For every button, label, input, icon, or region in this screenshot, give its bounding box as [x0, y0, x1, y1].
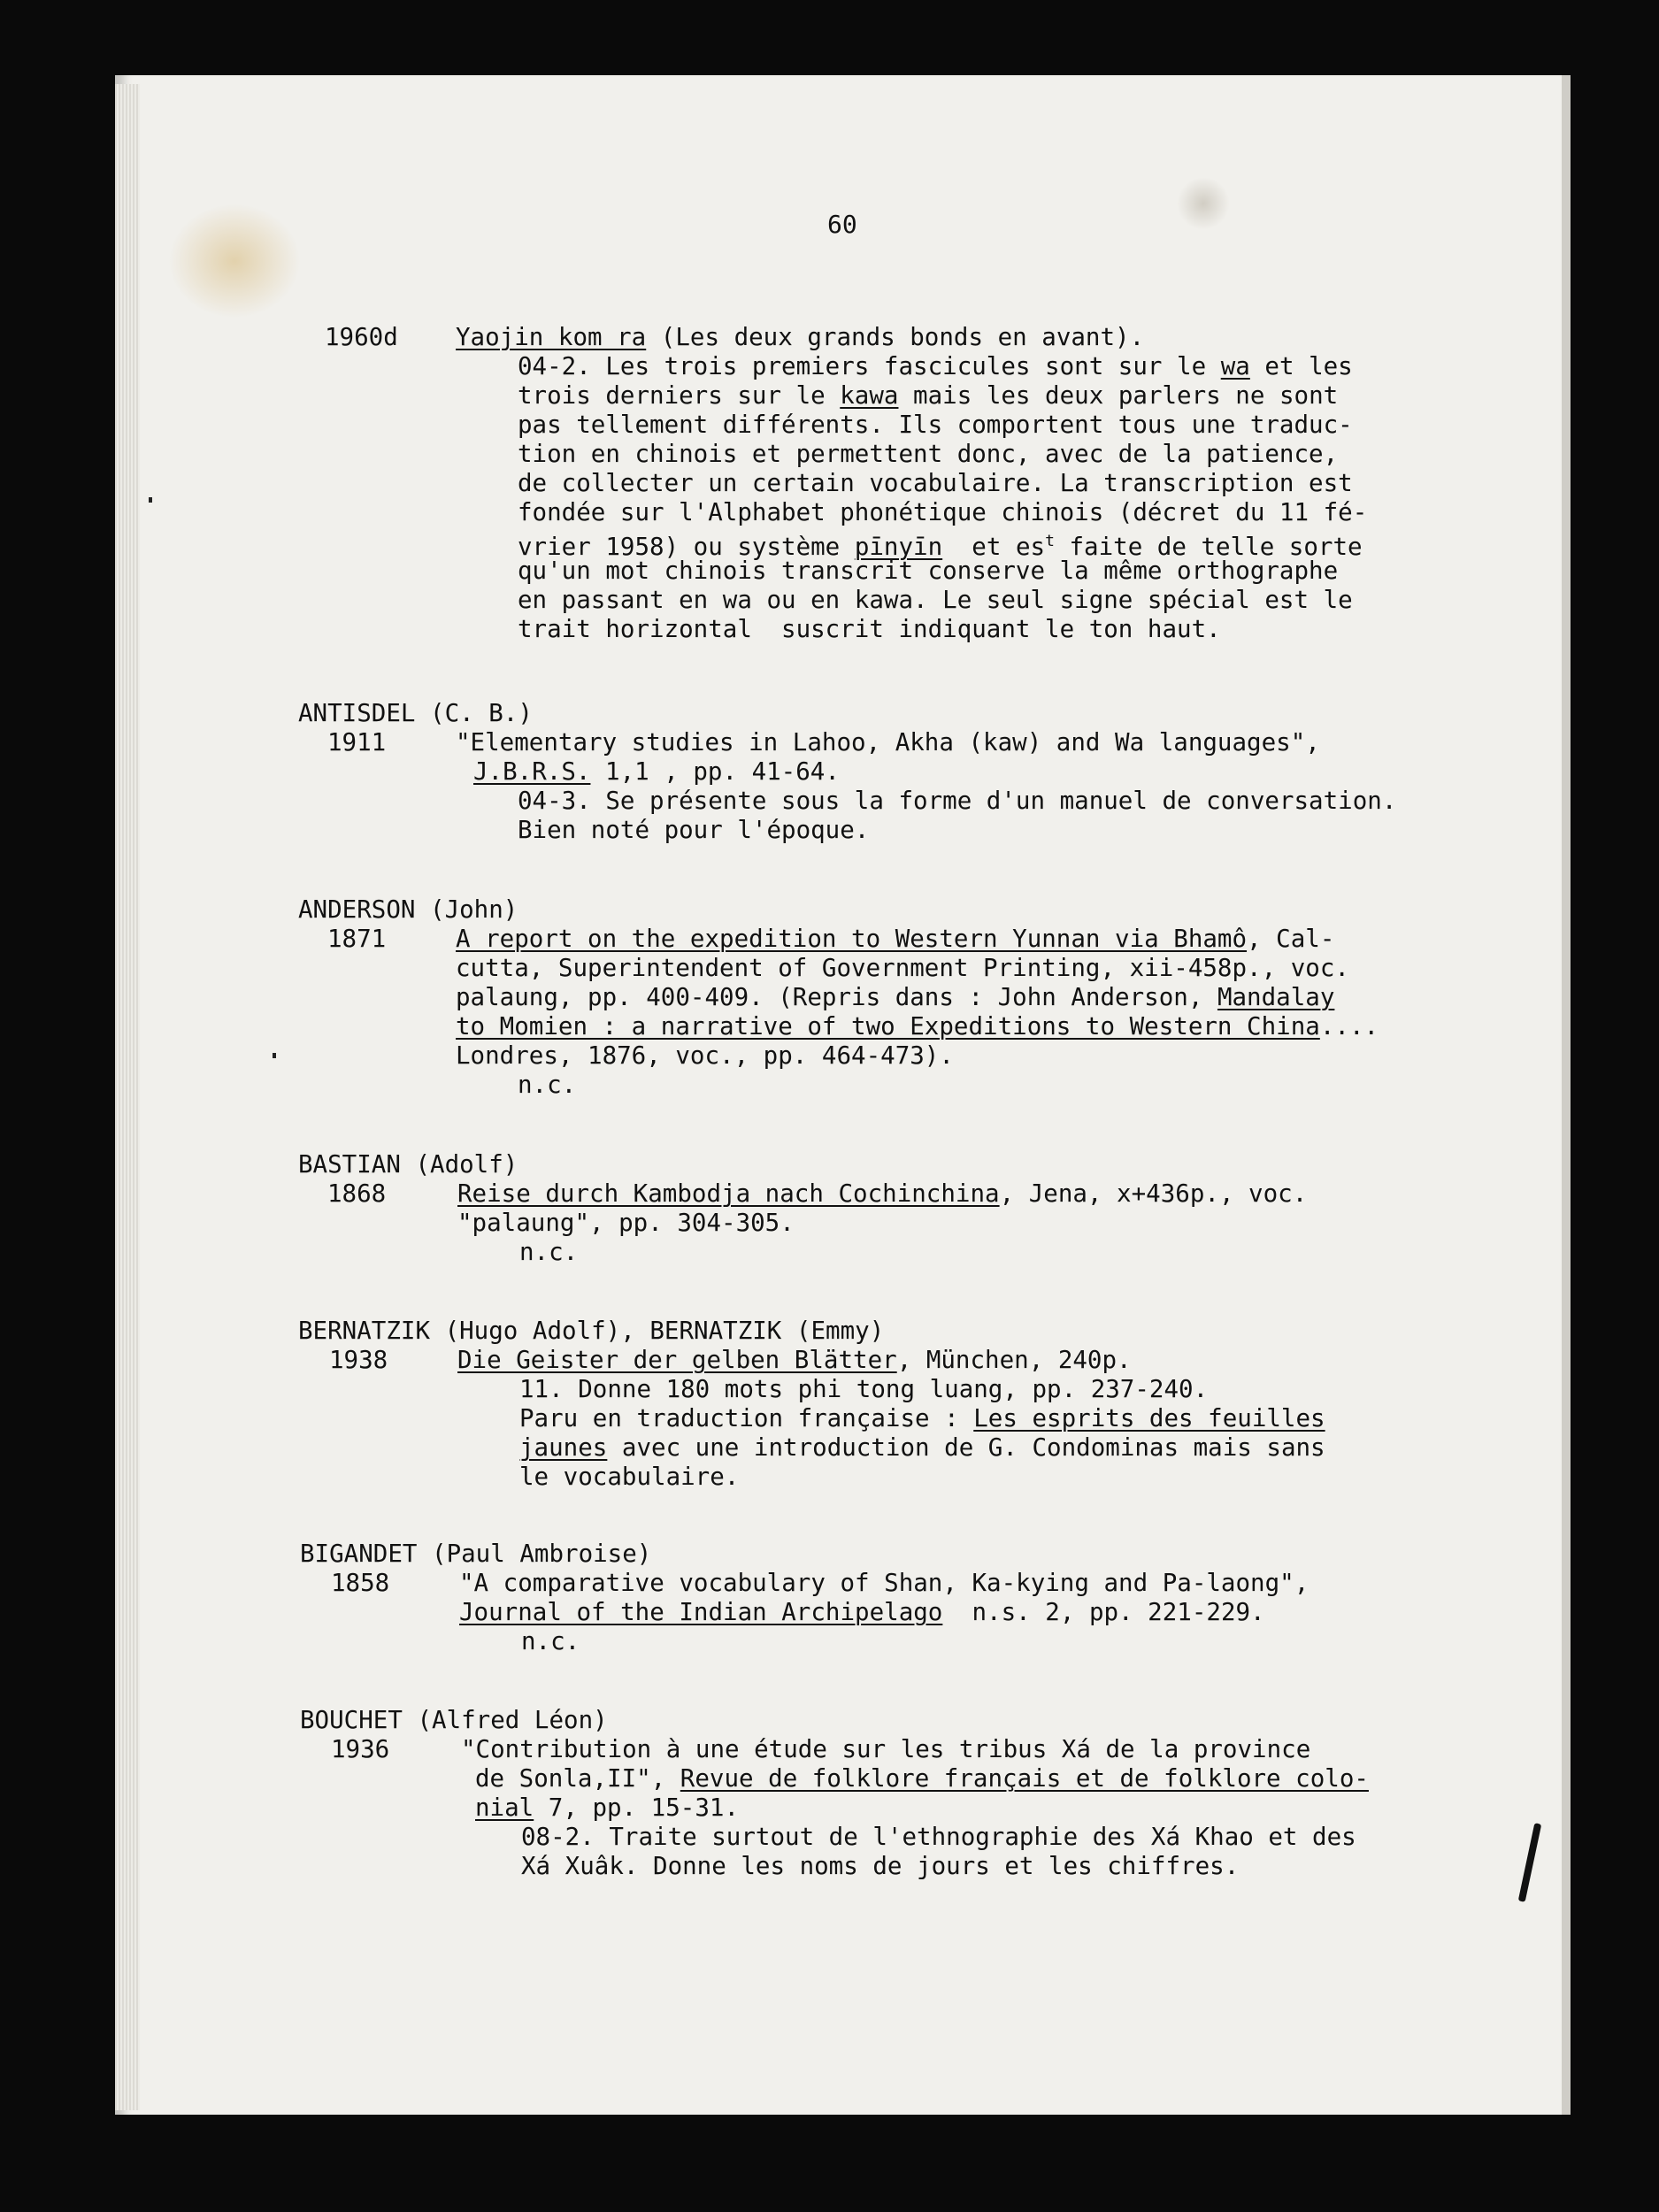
entry-text-part: Paru en traduction française : [519, 1404, 974, 1432]
entry-text-part: 04-2. Les trois premiers fascicules sont sur le [518, 352, 1221, 380]
entry-text: tion en chinois et permettent donc, avec de la patience, [518, 440, 1339, 468]
entry-text [518, 352, 1353, 380]
entry-text-part: trois derniers sur le [518, 381, 841, 410]
entry-author: ANDERSON (John) [298, 895, 518, 924]
entry-journal: Revue de folklore français et de folklore colo- [680, 1764, 1369, 1793]
entry-text-part: de Sonla,II", [475, 1764, 680, 1793]
entry-year: 1868 [327, 1179, 387, 1208]
entry-author: BASTIAN (Adolf) [298, 1150, 518, 1179]
entry-year: 1871 [327, 925, 387, 953]
margin-dot [149, 497, 152, 503]
entry-text-part: (Les deux grands bonds en avant). [646, 323, 1145, 351]
entry-title: A report on the expedition to Western Yunnan via Bhamô [456, 925, 1248, 953]
entry-title: jaunes [519, 1433, 608, 1462]
entry-text-part: n.s. 2, pp. 221-229. [942, 1598, 1265, 1626]
entry-title: Die Geister der gelben Blätter [457, 1346, 897, 1374]
entry-term: kawa [840, 381, 899, 410]
entry-text: trait horizontal suscrit indiquant le ton haut. [518, 615, 1221, 643]
entry-text [473, 757, 840, 786]
entry-text-part: vrier 1958) ou système [518, 533, 855, 562]
page-number: 60 [827, 210, 857, 239]
entry-text: cutta, Superintendent of Government Printing, xii-458p., voc. [456, 954, 1349, 982]
entry-text: fondée sur l'Alphabet phonétique chinois (décret du 11 fé- [518, 498, 1368, 526]
entry-text: Bien noté pour l'époque. [518, 816, 870, 844]
entry-text: "Contribution à une étude sur les tribus Xá de la province [461, 1735, 1311, 1763]
entry-journal: Journal of the Indian Archipelago [459, 1598, 943, 1626]
entry-text-part: et les [1249, 352, 1353, 380]
entry-text [475, 1793, 739, 1822]
entry-text-part: , Cal- [1247, 925, 1335, 953]
entry-text-part: faite de telle sorte [1054, 533, 1363, 562]
entry-text [456, 323, 1144, 351]
entry-title: Reise durch Kambodja nach Cochinchina [457, 1179, 1000, 1208]
entry-text: qu'un mot chinois transcrit conserve la même orthographe [518, 557, 1339, 585]
entry-title: to Momien : a narrative of two Expeditions to Western China [456, 1012, 1320, 1041]
entry-author: BIGANDET (Paul Ambroise) [300, 1540, 652, 1568]
entry-text [457, 1179, 1307, 1208]
entry-year: 1858 [331, 1569, 390, 1597]
entry-text: "palaung", pp. 304-305. [457, 1209, 795, 1237]
entry-text-part: t [1045, 532, 1055, 550]
entry-text [519, 1404, 1325, 1432]
entry-text-part: , Jena, x+436p., voc. [999, 1179, 1308, 1208]
entry-year: 1960d [325, 323, 398, 351]
entry-text: pas tellement différents. Ils comportent tous une traduc- [518, 411, 1353, 439]
entry-text-part: .... [1319, 1012, 1379, 1041]
entry-title: Les esprits des feuilles [973, 1404, 1325, 1432]
entry-text: de collecter un certain vocabulaire. La transcription est [518, 469, 1353, 497]
entry-text: Londres, 1876, voc., pp. 464-473). [456, 1041, 954, 1070]
paper-stain-small [1177, 177, 1230, 230]
entry-text-part: , München, 240p. [896, 1346, 1132, 1374]
entry-text-part: mais les deux parlers ne sont [898, 381, 1339, 410]
entry-text: "A comparative vocabulary of Shan, Ka-kying and Pa-laong", [459, 1569, 1310, 1597]
entry-text: en passant en wa ou en kawa. Le seul signe spécial est le [518, 586, 1353, 614]
entry-term: wa [1220, 352, 1250, 380]
entry-text: n.c. [521, 1627, 580, 1655]
entry-text [475, 1764, 1369, 1793]
entry-text [456, 1012, 1379, 1041]
margin-dot [273, 1053, 276, 1058]
page-right-edge [1562, 75, 1571, 2115]
entry-text: Xá Xuâk. Donne les noms de jours et les chiffres. [521, 1852, 1240, 1880]
entry-title: Mandalay [1217, 983, 1335, 1011]
entry-text [519, 1433, 1325, 1462]
entry-text-part: avec une introduction de G. Condominas mais sans [607, 1433, 1325, 1462]
entry-text: 11. Donne 180 mots phi tong luang, pp. 237-240. [519, 1375, 1209, 1403]
entry-text-part: palaung, pp. 400-409. (Repris dans : John Anderson, [456, 983, 1217, 1011]
entry-text [457, 1346, 1132, 1374]
entry-author: BOUCHET (Alfred Léon) [300, 1706, 608, 1734]
entry-text [456, 925, 1334, 953]
entry-text-part: 7, pp. 15-31. [534, 1793, 740, 1822]
paper-stain [168, 204, 301, 319]
entry-text [459, 1598, 1265, 1626]
entry-text [518, 381, 1338, 410]
entry-author: BERNATZIK (Hugo Adolf), BERNATZIK (Emmy) [298, 1317, 885, 1345]
entry-text [456, 983, 1334, 1011]
entry-year: 1938 [329, 1346, 388, 1374]
entry-year: 1936 [331, 1735, 390, 1763]
entry-journal: nial [475, 1793, 534, 1822]
entry-year: 1911 [327, 728, 387, 757]
entry-term: pīnyīn [854, 533, 943, 562]
entry-text: le vocabulaire. [519, 1463, 740, 1491]
entry-text: "Elementary studies in Lahoo, Akha (kaw) and Wa languages", [456, 728, 1320, 757]
page-edge [115, 84, 140, 2110]
entry-text: 08-2. Traite surtout de l'ethnographie des Xá Khao et des [521, 1823, 1356, 1851]
entry-journal: J.B.R.S. [473, 757, 591, 786]
entry-author: ANTISDEL (C. B.) [298, 699, 533, 727]
entry-title: Yaojin kom ra [456, 323, 647, 351]
entry-text: 04-3. Se présente sous la forme d'un manuel de conversation. [518, 787, 1397, 815]
entry-text: n.c. [519, 1238, 579, 1266]
entry-text-part: et es [942, 533, 1046, 562]
entry-text-part: 1,1 , pp. 41-64. [590, 757, 840, 786]
entry-text: n.c. [518, 1071, 577, 1099]
